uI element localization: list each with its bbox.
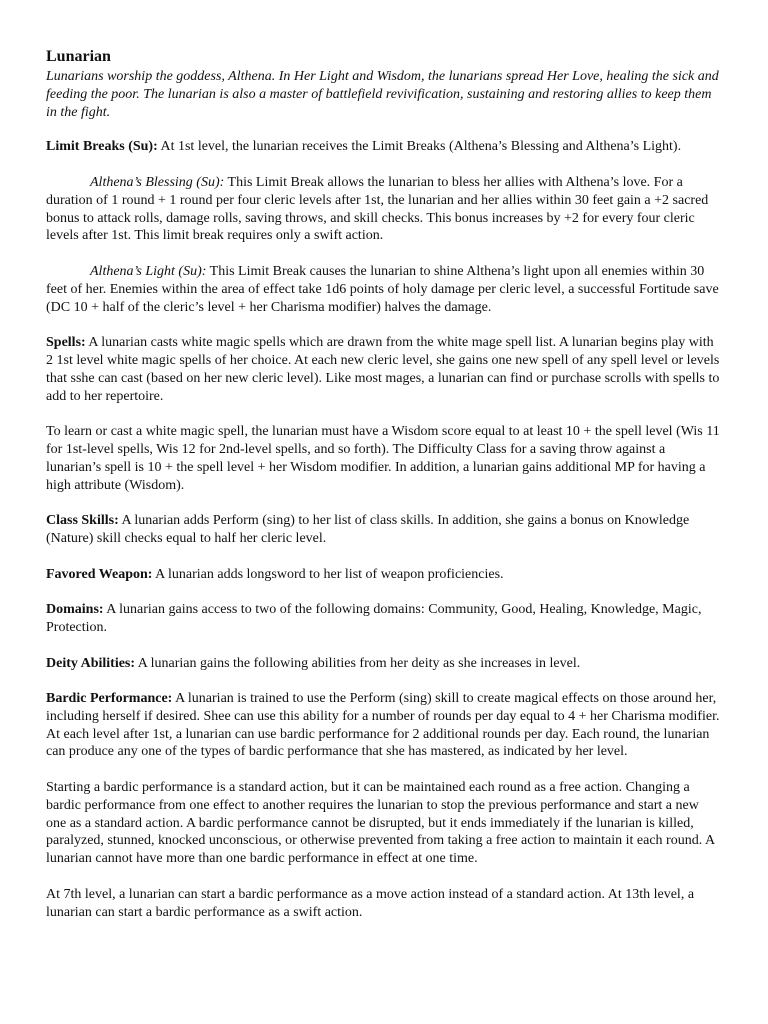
- favored-weapon-label: Favored Weapon:: [46, 566, 153, 582]
- limit-breaks-text: At 1st level, the lunarian receives the Limit Breaks (Althena’s Blessing and Althena’s Light).: [157, 139, 682, 155]
- spells-label: Spells:: [46, 335, 86, 351]
- spells-paragraph: [46, 334, 722, 405]
- bardic-performance-paragraph: [46, 690, 722, 761]
- page-title: Lunarian: [46, 48, 111, 65]
- spells-paragraph-2: To learn or cast a white magic spell, the lunarian must have a Wisdom score equal to at least 10 + the spell level (Wis 11 for 1st-level spells, Wis 12 for 2nd-level spells, and so forth). The Difficulty Class for a saving throw against a lunarian’s spell is 10 + the spell level + her Wisdom modifier. In addition, a lunarian gains additional MP for having a high attribute (Wisdom).: [46, 424, 720, 493]
- domains-paragraph: [46, 601, 722, 637]
- limit-breaks-label: Limit Breaks (Su):: [46, 139, 158, 155]
- althenas-blessing-text: This Limit Break allows the lunarian to bless her allies with Althena’s love. For a duration of 1 round + 1 round per four cleric levels after 1st, the lunarian and her allies within 30 feet gain a +2 sacred bonus to attack rolls, damage rolls, saving throws, and skill checks. This bonus increases by +2 for every four cleric levels after 1st. This limit break requires only a swift action.: [46, 174, 709, 244]
- class-skills-paragraph: [46, 512, 722, 548]
- domains-label: Domains:: [46, 602, 104, 618]
- favored-weapon-paragraph: [46, 566, 722, 584]
- class-skills-label: Class Skills:: [46, 513, 119, 529]
- bardic-performance-text: A lunarian is trained to use the Perform (sing) skill to create magical effects on those around her, including herself if desired. Shee can use this ability for a number of rounds per day equal to 4 + her Charisma modifier. At each level after 1st, a lunarian can use bardic performance for 2 additional rounds per day. Each round, the lunarian can produce any one of the types of bardic performance that she has mastered, as indicated by her level.: [46, 691, 720, 760]
- althenas-light-text: This Limit Break causes the lunarian to shine Althena’s light upon all enemies within 30 feet of her. Enemies within the area of effect take 1d6 points of holy damage per cleric level, a successful Fortitude save (DC 10 + half of the cleric’s level + her Charisma modifier) halves the damage.: [46, 263, 719, 315]
- intro-text: Lunarians worship the goddess, Althena. In Her Light and Wisdom, the lunarians spread Her Love, healing the sick and feeding the poor. The lunarian is also a master of battlefield revivification, sustaining and restoring allies to keep them in the fight.: [46, 69, 719, 120]
- bardic-performance-paragraph-3: At 7th level, a lunarian can start a bardic performance as a move action instead of a standard action. At 13th level, a lunarian can start a bardic performance as a swift action.: [46, 886, 695, 920]
- class-skills-text: A lunarian adds Perform (sing) to her list of class skills. In addition, she gains a bonus on Knowledge (Nature) skill checks equal to half her cleric level.: [46, 513, 690, 546]
- althenas-blessing-paragraph: [46, 174, 722, 245]
- althenas-blessing-label: Althena’s Blessing (Su):: [90, 174, 225, 190]
- althenas-light-paragraph: [46, 263, 722, 316]
- bardic-performance-paragraph-2: Starting a bardic performance is a standard action, but it can be maintained each round as a free action. Changing a bardic performance from one effect to another requires the lunarian to stop the previous performance and start a new one as a standard action. A bardic performance cannot be disrupted, but it ends immediately if the lunarian is killed, paralyzed, stunned, knocked unconscious, or otherwise prevented from taking a free action to maintain it each round. A lunarian cannot have more than one bardic performance in effect at one time.: [46, 780, 715, 867]
- althenas-light-label: Althena’s Light (Su):: [90, 263, 207, 279]
- spells-text: A lunarian casts white magic spells which are drawn from the white mage spell list. A lunarian begins play with 2 1st level white magic spells of her choice. At each new cleric level, she gains one new spell of any spell level or levels that sshe can cast (based on her new cleric level). Like most mages, a lunarian can find or purchase scrolls with spells to add to her repertoire.: [46, 335, 720, 404]
- limit-breaks-paragraph: [46, 138, 722, 156]
- bardic-performance-label: Bardic Performance:: [46, 691, 173, 707]
- deity-abilities-paragraph: [46, 655, 722, 673]
- deity-abilities-text: A lunarian gains the following abilities from her deity as she increases in level.: [135, 655, 581, 671]
- deity-abilities-label: Deity Abilities:: [46, 655, 136, 671]
- domains-text: A lunarian gains access to two of the following domains: Community, Good, Healing, Knowledge, Magic, Protection.: [46, 602, 702, 635]
- favored-weapon-text: A lunarian adds longsword to her list of weapon proficiencies.: [152, 566, 504, 582]
